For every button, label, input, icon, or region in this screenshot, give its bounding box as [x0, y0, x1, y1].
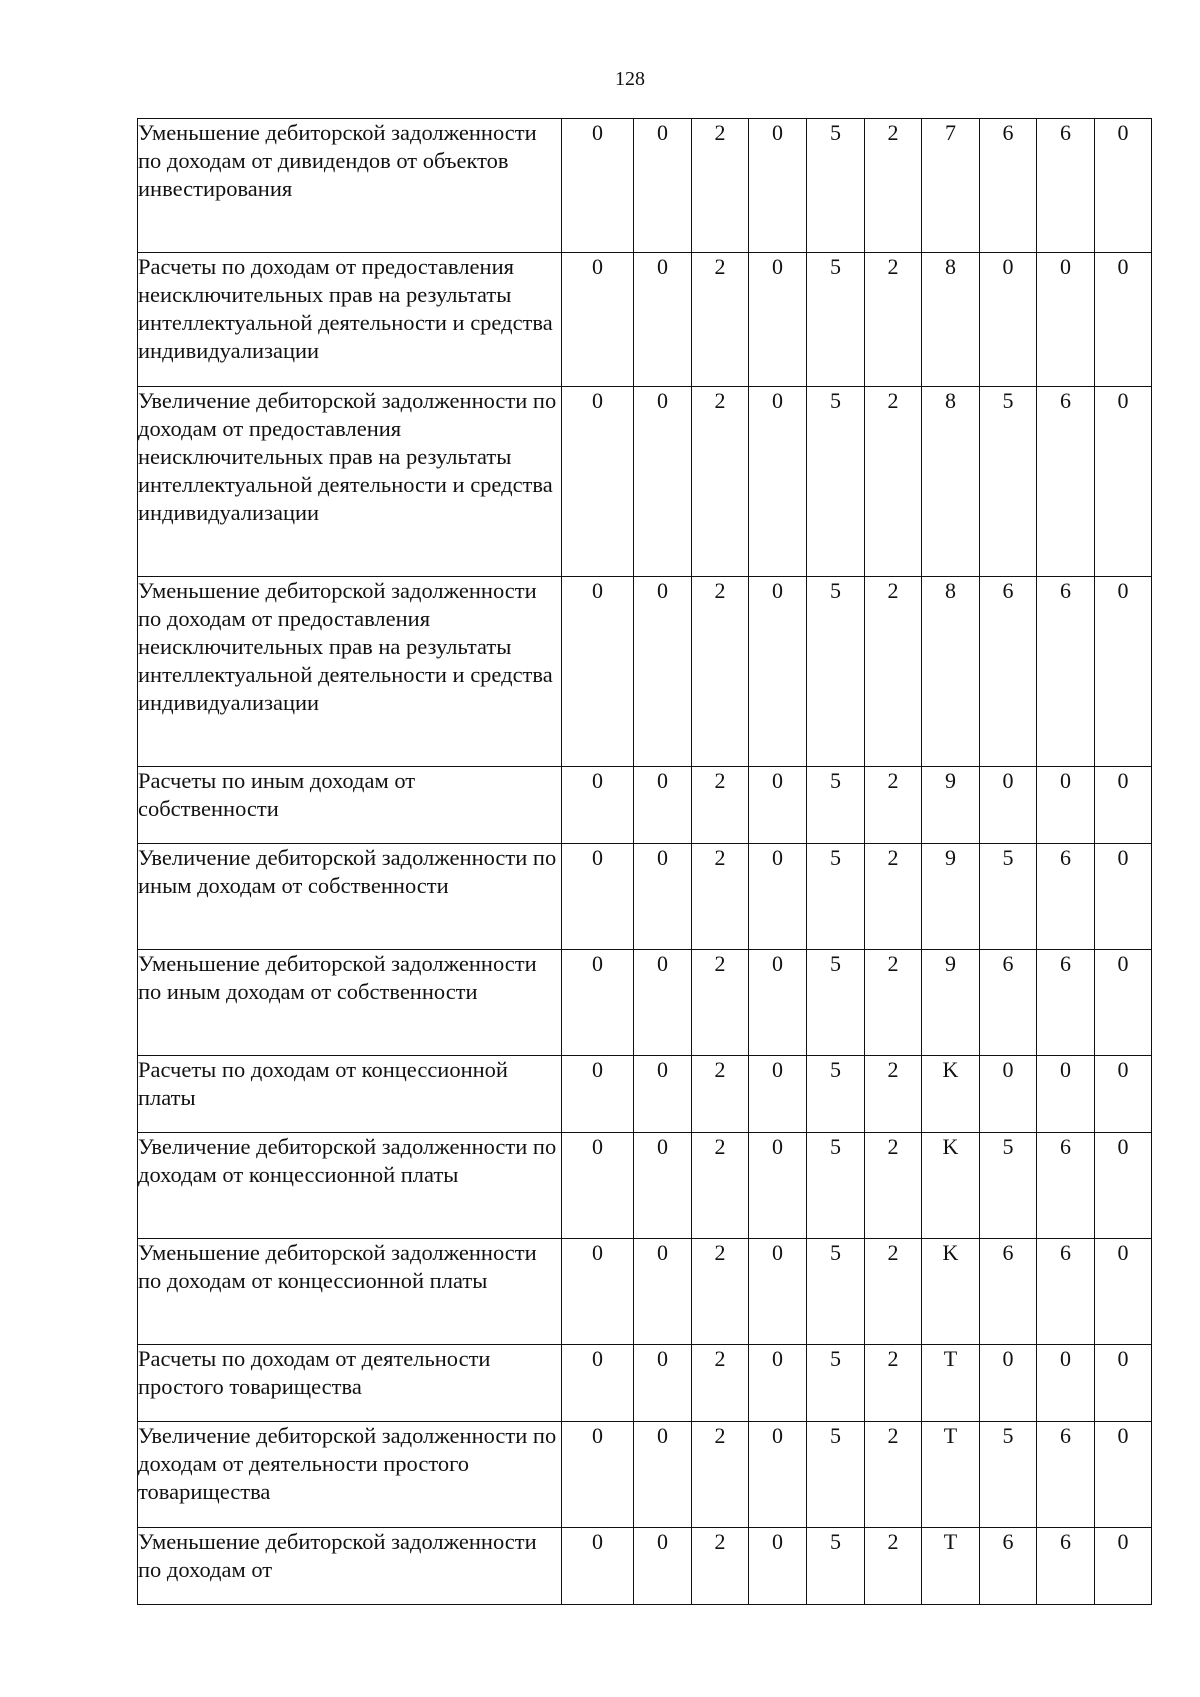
code-digit: 5: [807, 1239, 865, 1345]
code-digit: 2: [865, 1239, 922, 1345]
code-digit: 2: [692, 1345, 749, 1422]
code-digit: 5: [807, 387, 865, 577]
row-label: Увеличение дебиторской задолженности по доходам от концессионной платы: [138, 1133, 562, 1239]
code-digit: 2: [692, 577, 749, 767]
code-digit: 0: [1037, 1345, 1095, 1422]
code-digit: 2: [865, 844, 922, 950]
code-digit: 6: [1037, 1239, 1095, 1345]
code-digit: 5: [807, 1345, 865, 1422]
code-digit: 2: [692, 119, 749, 253]
code-digit: 0: [562, 1133, 634, 1239]
code-digit: 6: [1037, 844, 1095, 950]
code-digit: 6: [1037, 950, 1095, 1056]
code-digit: 0: [562, 767, 634, 844]
code-digit: 0: [1095, 1422, 1152, 1528]
row-label: Расчеты по доходам от концессионной платы: [138, 1056, 562, 1133]
code-digit: 0: [980, 1056, 1037, 1133]
code-digit: 5: [980, 1133, 1037, 1239]
code-digit: 0: [1037, 253, 1095, 387]
code-digit: 0: [562, 950, 634, 1056]
code-digit: 0: [634, 844, 692, 950]
code-digit: 0: [1037, 1056, 1095, 1133]
code-digit: 8: [922, 577, 980, 767]
code-digit: 5: [807, 844, 865, 950]
code-digit: 2: [692, 767, 749, 844]
code-digit: 0: [749, 577, 807, 767]
code-digit: 5: [807, 1133, 865, 1239]
code-digit: 6: [980, 950, 1037, 1056]
table-row: [138, 844, 1152, 950]
code-digit: 6: [980, 577, 1037, 767]
code-digit: 0: [1095, 1133, 1152, 1239]
code-digit: 0: [749, 119, 807, 253]
row-label: Расчеты по доходам от деятельности простого товарищества: [138, 1345, 562, 1422]
code-digit: 0: [634, 1056, 692, 1133]
code-digit: 0: [1095, 119, 1152, 253]
code-digit: 0: [749, 767, 807, 844]
code-digit: 0: [1095, 1528, 1152, 1605]
code-digit: 0: [562, 119, 634, 253]
table-row: [138, 1528, 1152, 1605]
code-digit: 5: [807, 119, 865, 253]
code-digit: 2: [865, 950, 922, 1056]
code-digit: T: [922, 1345, 980, 1422]
code-digit: 5: [980, 1422, 1037, 1528]
code-digit: 0: [634, 577, 692, 767]
code-digit: 0: [1095, 1056, 1152, 1133]
code-digit: 5: [807, 950, 865, 1056]
code-digit: 0: [562, 253, 634, 387]
code-digit: 2: [692, 1528, 749, 1605]
code-digit: 2: [865, 577, 922, 767]
code-digit: 0: [1095, 950, 1152, 1056]
code-digit: 0: [1095, 577, 1152, 767]
code-digit: 0: [1095, 253, 1152, 387]
code-digit: 0: [562, 1345, 634, 1422]
code-digit: 0: [634, 1239, 692, 1345]
page-number: 128: [615, 68, 645, 90]
code-digit: 0: [634, 1345, 692, 1422]
code-digit: 5: [980, 844, 1037, 950]
row-label: Уменьшение дебиторской задолженности по иным доходам от собственности: [138, 950, 562, 1056]
code-digit: 2: [692, 387, 749, 577]
code-digit: 6: [1037, 1422, 1095, 1528]
code-digit: 0: [562, 1422, 634, 1528]
code-digit: 0: [1037, 767, 1095, 844]
code-digit: 2: [692, 1239, 749, 1345]
code-digit: 0: [634, 253, 692, 387]
code-digit: T: [922, 1422, 980, 1528]
code-digit: 0: [1095, 1345, 1152, 1422]
code-digit: 2: [692, 253, 749, 387]
code-digit: 0: [634, 387, 692, 577]
code-digit: 0: [634, 1133, 692, 1239]
code-digit: 2: [865, 1528, 922, 1605]
code-digit: 2: [865, 1056, 922, 1133]
table-row: [138, 1133, 1152, 1239]
code-digit: 0: [634, 119, 692, 253]
code-digit: K: [922, 1239, 980, 1345]
code-digit: 2: [865, 1133, 922, 1239]
row-label: Увеличение дебиторской задолженности по доходам от деятельности простого товарищества: [138, 1422, 562, 1528]
code-digit: 5: [807, 767, 865, 844]
code-digit: 0: [562, 844, 634, 950]
code-digit: 0: [634, 1422, 692, 1528]
code-digit: 0: [562, 1528, 634, 1605]
row-label: Уменьшение дебиторской задолженности по доходам от концессионной платы: [138, 1239, 562, 1345]
table-row: [138, 950, 1152, 1056]
table-row: [138, 577, 1152, 767]
code-digit: 6: [1037, 387, 1095, 577]
code-digit: 6: [1037, 1528, 1095, 1605]
code-digit: 0: [1095, 387, 1152, 577]
code-digit: 6: [1037, 1133, 1095, 1239]
table-row: [138, 1056, 1152, 1133]
code-digit: 0: [562, 387, 634, 577]
code-digit: 5: [807, 1056, 865, 1133]
table-row: [138, 1239, 1152, 1345]
code-digit: 0: [749, 1422, 807, 1528]
code-digit: 0: [749, 1345, 807, 1422]
code-digit: 0: [749, 1056, 807, 1133]
code-digit: 2: [692, 844, 749, 950]
code-digit: 0: [749, 1133, 807, 1239]
code-digit: 0: [1095, 844, 1152, 950]
code-digit: 6: [980, 1528, 1037, 1605]
row-label: Уменьшение дебиторской задолженности по доходам от предоставления неисключительных прав на результаты интеллектуальной деятельности и средства индивидуализации: [138, 577, 562, 767]
code-digit: 0: [980, 1345, 1037, 1422]
code-digit: 2: [865, 387, 922, 577]
code-digit: 6: [1037, 119, 1095, 253]
code-digit: 0: [634, 950, 692, 1056]
code-digit: 2: [865, 1345, 922, 1422]
code-digit: 8: [922, 387, 980, 577]
table-row: [138, 387, 1152, 577]
code-digit: K: [922, 1056, 980, 1133]
code-digit: 5: [807, 1528, 865, 1605]
code-digit: 2: [692, 950, 749, 1056]
code-digit: 8: [922, 253, 980, 387]
row-label: Расчеты по доходам от предоставления неисключительных прав на результаты интеллектуальной деятельности и средства индивидуализации: [138, 253, 562, 387]
code-digit: 0: [749, 950, 807, 1056]
code-digit: 9: [922, 844, 980, 950]
code-digit: 2: [692, 1422, 749, 1528]
code-digit: 2: [865, 253, 922, 387]
code-digit: 0: [634, 767, 692, 844]
code-digit: 6: [980, 1239, 1037, 1345]
code-digit: 0: [634, 1528, 692, 1605]
code-digit: 6: [1037, 577, 1095, 767]
table-row: [138, 1345, 1152, 1422]
code-digit: 0: [1095, 767, 1152, 844]
code-digit: 0: [749, 387, 807, 577]
code-digit: 0: [562, 1056, 634, 1133]
code-digit: 0: [1095, 1239, 1152, 1345]
code-digit: 2: [865, 119, 922, 253]
code-digit: 5: [807, 1422, 865, 1528]
table-row: [138, 767, 1152, 844]
row-label: Уменьшение дебиторской задолженности по доходам от дивидендов от объектов инвестирования: [138, 119, 562, 253]
table-row: [138, 119, 1152, 253]
code-digit: 7: [922, 119, 980, 253]
code-digit: 0: [749, 844, 807, 950]
code-digit: 6: [980, 119, 1037, 253]
row-label: Уменьшение дебиторской задолженности по доходам от: [138, 1528, 562, 1605]
table-row: [138, 253, 1152, 387]
code-digit: 5: [980, 387, 1037, 577]
code-digit: 2: [865, 767, 922, 844]
code-digit: 0: [749, 1528, 807, 1605]
code-digit: 5: [807, 577, 865, 767]
code-digit: 2: [692, 1056, 749, 1133]
code-digit: 0: [749, 1239, 807, 1345]
code-digit: 0: [980, 253, 1037, 387]
account-codes-table: [137, 118, 1152, 1605]
code-digit: 2: [865, 1422, 922, 1528]
code-digit: 9: [922, 767, 980, 844]
code-digit: 0: [749, 253, 807, 387]
code-digit: 0: [562, 577, 634, 767]
code-digit: 5: [807, 253, 865, 387]
code-digit: 2: [692, 1133, 749, 1239]
code-digit: K: [922, 1133, 980, 1239]
code-digit: 0: [980, 767, 1037, 844]
code-digit: 0: [562, 1239, 634, 1345]
row-label: Увеличение дебиторской задолженности по доходам от предоставления неисключительных прав на результаты интеллектуальной деятельности и средства индивидуализации: [138, 387, 562, 577]
code-digit: T: [922, 1528, 980, 1605]
code-digit: 9: [922, 950, 980, 1056]
table-row: [138, 1422, 1152, 1528]
row-label: Расчеты по иным доходам от собственности: [138, 767, 562, 844]
row-label: Увеличение дебиторской задолженности по иным доходам от собственности: [138, 844, 562, 950]
